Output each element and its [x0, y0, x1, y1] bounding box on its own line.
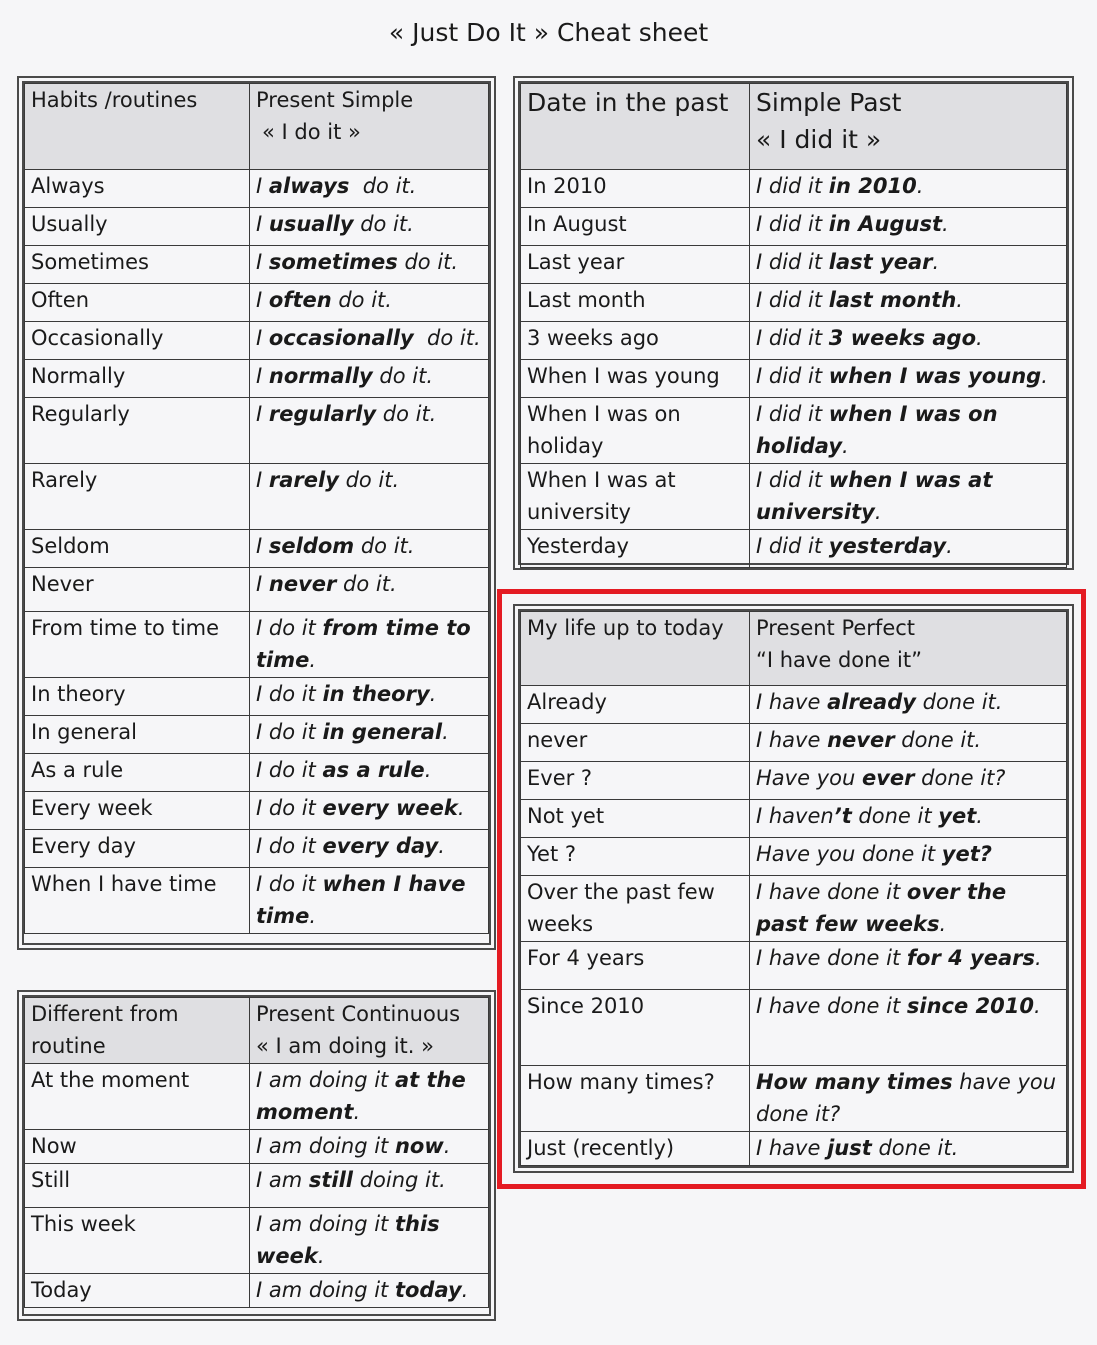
time-expression-cell: In theory: [25, 678, 250, 716]
sentence-text: I am doing it: [256, 1134, 395, 1158]
keyword-text: when I was at university: [756, 468, 1000, 524]
time-expression-cell: Always: [25, 170, 250, 208]
keyword-text: rarely: [268, 468, 339, 492]
simple-past-table: [513, 76, 1074, 570]
time-expression-cell: In general: [25, 716, 250, 754]
keyword-text: often: [268, 288, 332, 312]
table-row: [521, 170, 1067, 208]
table-row: [25, 464, 489, 530]
header-right: [250, 84, 489, 170]
table-row: [25, 246, 489, 284]
example-sentence-cell: [750, 876, 1067, 942]
keyword-text: seldom: [268, 534, 355, 558]
keyword-text: ever: [861, 766, 915, 790]
table-row: [521, 686, 1067, 724]
sentence-text: I did it: [756, 174, 829, 198]
sentence-text: .: [956, 288, 963, 312]
example-sentence-cell: [750, 942, 1067, 990]
present-perfect-table: [513, 604, 1074, 1173]
keyword-text: sometimes: [268, 250, 398, 274]
keyword-text: now: [394, 1134, 444, 1158]
keyword-text: still: [308, 1168, 354, 1192]
sentence-text: .: [941, 212, 949, 236]
time-expression-cell: Yet ?: [521, 838, 750, 876]
example-sentence-cell: [750, 838, 1067, 876]
table-row: [25, 1164, 489, 1208]
sentence-text: done it: [851, 804, 939, 828]
header-left: [521, 84, 750, 170]
sentence-text: .: [946, 534, 953, 558]
example-sentence-cell: [750, 1132, 1067, 1166]
example-sentence-cell: [250, 360, 489, 398]
sentence-text: I: [256, 572, 269, 596]
time-expression-cell: When I was on holiday: [521, 398, 750, 464]
sentence-text: .: [874, 500, 882, 524]
sentence-text: I haven: [756, 804, 834, 828]
sentence-text: I do it: [256, 720, 323, 744]
example-sentence-cell: [250, 398, 489, 464]
time-expression-cell: This week: [25, 1208, 250, 1274]
keyword-text: regularly: [268, 402, 377, 426]
sentence-text: done it?: [914, 766, 1006, 790]
example-sentence-cell: [250, 754, 489, 792]
time-expression-cell: Not yet: [521, 800, 750, 838]
example-sentence-cell: [750, 800, 1067, 838]
table-row: [521, 322, 1067, 360]
sentence-text: doing it.: [353, 1168, 446, 1192]
sentence-text: I did it: [756, 326, 829, 350]
sentence-text: I: [256, 402, 269, 426]
header-left-label: Habits /routines: [31, 88, 198, 112]
keyword-text: as a rule: [322, 758, 425, 782]
sentence-text: .: [317, 1244, 325, 1268]
time-expression-cell: Every day: [25, 830, 250, 868]
sentence-text: I: [256, 288, 269, 312]
example-sentence-cell: [250, 530, 489, 568]
table-row: [521, 876, 1067, 942]
sentence-text: .: [309, 904, 317, 928]
sentence-text: I do it: [256, 796, 323, 820]
time-expression-cell: Often: [25, 284, 250, 322]
time-expression-cell: Last year: [521, 246, 750, 284]
example-sentence-cell: [750, 724, 1067, 762]
sentence-text: do it.: [372, 364, 434, 388]
time-expression-cell: Sometimes: [25, 246, 250, 284]
sentence-text: do it.: [376, 402, 437, 426]
sentence-text: I: [256, 468, 269, 492]
table-row: [25, 1208, 489, 1274]
table: [520, 611, 1067, 1166]
sentence-text: .: [438, 834, 445, 858]
header-example-label: « I am doing it. »: [256, 1034, 434, 1058]
header-right: [750, 84, 1067, 170]
table-row: [25, 792, 489, 830]
table-row: [25, 530, 489, 568]
table-row: [25, 170, 489, 208]
time-expression-cell: Usually: [25, 208, 250, 246]
example-sentence-cell: [750, 398, 1067, 464]
time-expression-cell: Ever ?: [521, 762, 750, 800]
time-expression-cell: Now: [25, 1130, 250, 1164]
table-header-row: [25, 84, 489, 170]
time-expression-cell: When I was young: [521, 360, 750, 398]
example-sentence-cell: [750, 762, 1067, 800]
header-tense-label: Present Simple: [256, 88, 414, 112]
time-expression-cell: Today: [25, 1274, 250, 1308]
sentence-text: I did it: [756, 364, 829, 388]
example-sentence-cell: [750, 246, 1067, 284]
sentence-text: I have done it: [756, 994, 907, 1018]
header-example-label: “I have done it”: [756, 648, 922, 672]
table-row: [25, 716, 489, 754]
time-expression-cell: 3 weeks ago: [521, 322, 750, 360]
sentence-text: I am: [256, 1168, 309, 1192]
header-example-label: « I do it »: [262, 120, 361, 144]
time-expression-cell: For 4 years: [521, 942, 750, 990]
sentence-text: do it.: [413, 326, 481, 350]
table-row: [521, 208, 1067, 246]
time-expression-cell: Rarely: [25, 464, 250, 530]
table-row: [521, 284, 1067, 322]
table-row: [25, 208, 489, 246]
keyword-text: in August: [828, 212, 942, 236]
keyword-text: yet: [938, 804, 977, 828]
time-expression-cell: In 2010: [521, 170, 750, 208]
page-title: « Just Do It » Cheat sheet: [388, 18, 709, 47]
table-row: [521, 530, 1067, 568]
sentence-text: do it.: [397, 250, 459, 274]
time-expression-cell: Every week: [25, 792, 250, 830]
time-expression-cell: Seldom: [25, 530, 250, 568]
keyword-text: in theory: [322, 682, 430, 706]
example-sentence-cell: [250, 868, 489, 934]
table-row: [521, 1132, 1067, 1166]
time-expression-cell: never: [521, 724, 750, 762]
table-row: [521, 360, 1067, 398]
sentence-text: .: [842, 434, 849, 458]
keyword-text: every day: [322, 834, 439, 858]
example-sentence-cell: [250, 1064, 489, 1130]
present-simple-table: [17, 76, 496, 950]
keyword-text: 3 weeks ago: [828, 326, 977, 350]
sentence-text: Have you: [756, 766, 862, 790]
keyword-text: yet?: [941, 842, 992, 866]
table-row: [521, 398, 1067, 464]
example-sentence-cell: [750, 284, 1067, 322]
example-sentence-cell: [250, 1130, 489, 1164]
example-sentence-cell: [250, 830, 489, 868]
example-sentence-cell: [750, 322, 1067, 360]
header-left-label: Date in the past: [527, 88, 729, 117]
example-sentence-cell: [250, 1274, 489, 1308]
time-expression-cell: Never: [25, 568, 250, 612]
table-row: [521, 838, 1067, 876]
keyword-text: never: [827, 728, 895, 752]
keyword-text: over the past few weeks: [756, 880, 1014, 936]
sentence-text: .: [309, 648, 317, 672]
table-row: [25, 612, 489, 678]
sentence-text: do it.: [336, 572, 397, 596]
table: [24, 997, 489, 1308]
table-row: [25, 568, 489, 612]
sentence-text: I am doing it: [256, 1068, 395, 1092]
sentence-text: I do it: [256, 872, 323, 896]
header-tense-label: Present Perfect: [756, 616, 916, 640]
example-sentence-cell: [250, 208, 489, 246]
sentence-text: I did it: [756, 212, 829, 236]
table-row: [521, 990, 1067, 1066]
sentence-text: .: [939, 912, 947, 936]
table-row: [25, 360, 489, 398]
table-row: [521, 1066, 1067, 1132]
sentence-text: I: [256, 326, 269, 350]
example-sentence-cell: [750, 170, 1067, 208]
sentence-text: I: [256, 250, 269, 274]
keyword-text: yesterday: [828, 534, 947, 558]
sentence-text: I: [256, 364, 269, 388]
keyword-text: usually: [268, 212, 354, 236]
sentence-text: .: [1041, 364, 1048, 388]
sentence-text: do it.: [331, 288, 392, 312]
example-sentence-cell: [250, 678, 489, 716]
sentence-text: .: [976, 804, 983, 828]
example-sentence-cell: [750, 464, 1067, 530]
keyword-text: last year: [828, 250, 933, 274]
sentence-text: I did it: [756, 534, 829, 558]
table-row: [25, 398, 489, 464]
time-expression-cell: Still: [25, 1164, 250, 1208]
time-expression-cell: Occasionally: [25, 322, 250, 360]
sentence-text: .: [424, 758, 432, 782]
sentence-text: have you done it?: [756, 1070, 1063, 1126]
example-sentence-cell: [250, 284, 489, 322]
table-row: [25, 868, 489, 934]
time-expression-cell: Just (recently): [521, 1132, 750, 1166]
sentence-text: I have: [756, 690, 828, 714]
sentence-text: I did it: [756, 468, 829, 492]
example-sentence-cell: [750, 686, 1067, 724]
table-row: [25, 830, 489, 868]
example-sentence-cell: [250, 568, 489, 612]
time-expression-cell: Regularly: [25, 398, 250, 464]
header-tense-label: Present Continuous: [256, 1002, 461, 1026]
sentence-text: do it.: [338, 468, 400, 492]
keyword-text: already: [827, 690, 916, 714]
header-right: [750, 612, 1067, 686]
example-sentence-cell: [250, 464, 489, 530]
keyword-text: today: [394, 1278, 462, 1302]
example-sentence-cell: [750, 208, 1067, 246]
example-sentence-cell: [250, 1164, 489, 1208]
example-sentence-cell: [250, 716, 489, 754]
time-expression-cell: Already: [521, 686, 750, 724]
sentence-text: I did it: [756, 250, 829, 274]
time-expression-cell: At the moment: [25, 1064, 250, 1130]
sentence-text: I am doing it: [256, 1212, 395, 1236]
time-expression-cell: Since 2010: [521, 990, 750, 1066]
keyword-text: normally: [268, 364, 373, 388]
example-sentence-cell: [750, 1066, 1067, 1132]
table-row: [25, 1064, 489, 1130]
time-expression-cell: How many times?: [521, 1066, 750, 1132]
sentence-text: do it.: [354, 534, 415, 558]
example-sentence-cell: [750, 360, 1067, 398]
header-left-label: My life up to today: [527, 616, 724, 640]
sentence-text: I have done it: [756, 880, 907, 904]
table-row: [25, 1130, 489, 1164]
table: [520, 83, 1067, 568]
sentence-text: .: [353, 1100, 361, 1124]
keyword-text: since 2010: [906, 994, 1035, 1018]
header-left-label: Different from routine: [31, 1002, 179, 1058]
sentence-text: do it.: [353, 212, 414, 236]
table-row: [521, 800, 1067, 838]
time-expression-cell: Normally: [25, 360, 250, 398]
keyword-text: when I was on holiday: [756, 402, 1005, 458]
table-row: [25, 754, 489, 792]
keyword-text: occasionally: [268, 326, 414, 350]
keyword-text: last month: [828, 288, 957, 312]
keyword-text: for 4 years: [906, 946, 1036, 970]
sentence-text: .: [1034, 994, 1041, 1018]
sentence-text: do it.: [349, 174, 417, 198]
sentence-text: .: [916, 174, 924, 198]
sentence-text: .: [429, 682, 437, 706]
sentence-text: .: [976, 326, 983, 350]
keyword-text: this week: [256, 1212, 447, 1268]
sentence-text: I: [256, 174, 269, 198]
header-right: [250, 998, 489, 1064]
header-left: [521, 612, 750, 686]
example-sentence-cell: [750, 530, 1067, 568]
sentence-text: done it.: [915, 690, 1003, 714]
table-row: [25, 1274, 489, 1308]
example-sentence-cell: [250, 246, 489, 284]
table-header-row: [25, 998, 489, 1064]
table-row: [521, 464, 1067, 530]
time-expression-cell: From time to time: [25, 612, 250, 678]
table-row: [521, 942, 1067, 990]
sentence-text: I did it: [756, 288, 829, 312]
sentence-text: .: [442, 720, 449, 744]
sentence-text: Have you done it: [756, 842, 942, 866]
example-sentence-cell: [250, 322, 489, 360]
table-row: [521, 724, 1067, 762]
sentence-text: I did it: [756, 402, 829, 426]
keyword-text: ’t: [833, 804, 852, 828]
example-sentence-cell: [250, 1208, 489, 1274]
table-header-row: [521, 612, 1067, 686]
keyword-text: when I have time: [256, 872, 473, 928]
time-expression-cell: As a rule: [25, 754, 250, 792]
keyword-text: How many times: [756, 1070, 953, 1094]
present-continuous-table: [17, 990, 496, 1321]
example-sentence-cell: [250, 612, 489, 678]
sentence-text: I have: [756, 728, 828, 752]
keyword-text: in general: [322, 720, 443, 744]
time-expression-cell: Over the past few weeks: [521, 876, 750, 942]
keyword-text: never: [268, 572, 337, 596]
sentence-text: done it.: [871, 1136, 959, 1160]
keyword-text: always: [268, 174, 350, 198]
sentence-text: .: [457, 796, 465, 820]
sentence-text: done it.: [894, 728, 982, 752]
table-row: [25, 322, 489, 360]
time-expression-cell: When I have time: [25, 868, 250, 934]
time-expression-cell: In August: [521, 208, 750, 246]
sentence-text: .: [443, 1134, 451, 1158]
sentence-text: .: [1035, 946, 1042, 970]
keyword-text: just: [827, 1136, 872, 1160]
keyword-text: at the moment: [256, 1068, 474, 1124]
table: [24, 83, 489, 934]
header-left: [25, 998, 250, 1064]
header-example-label: « I did it »: [756, 125, 882, 154]
sentence-text: I do it: [256, 616, 323, 640]
time-expression-cell: Yesterday: [521, 530, 750, 568]
sentence-text: I do it: [256, 758, 323, 782]
example-sentence-cell: [750, 990, 1067, 1066]
sentence-text: I am doing it: [256, 1278, 395, 1302]
sentence-text: I have: [756, 1136, 828, 1160]
sentence-text: I: [256, 212, 269, 236]
table-row: [25, 284, 489, 322]
sentence-text: I do it: [256, 834, 323, 858]
example-sentence-cell: [250, 170, 489, 208]
sentence-text: .: [461, 1278, 469, 1302]
sentence-text: I have done it: [756, 946, 907, 970]
keyword-text: from time to time: [256, 616, 479, 672]
example-sentence-cell: [250, 792, 489, 830]
header-left: [25, 84, 250, 170]
time-expression-cell: Last month: [521, 284, 750, 322]
keyword-text: when I was young: [828, 364, 1042, 388]
header-tense-label: Simple Past: [756, 88, 902, 117]
table-row: [521, 246, 1067, 284]
sentence-text: I do it: [256, 682, 323, 706]
table-header-row: [521, 84, 1067, 170]
keyword-text: in 2010: [828, 174, 917, 198]
sentence-text: .: [932, 250, 940, 274]
time-expression-cell: When I was at university: [521, 464, 750, 530]
keyword-text: every week: [322, 796, 458, 820]
sentence-text: I: [256, 534, 269, 558]
table-row: [25, 678, 489, 716]
table-row: [521, 762, 1067, 800]
